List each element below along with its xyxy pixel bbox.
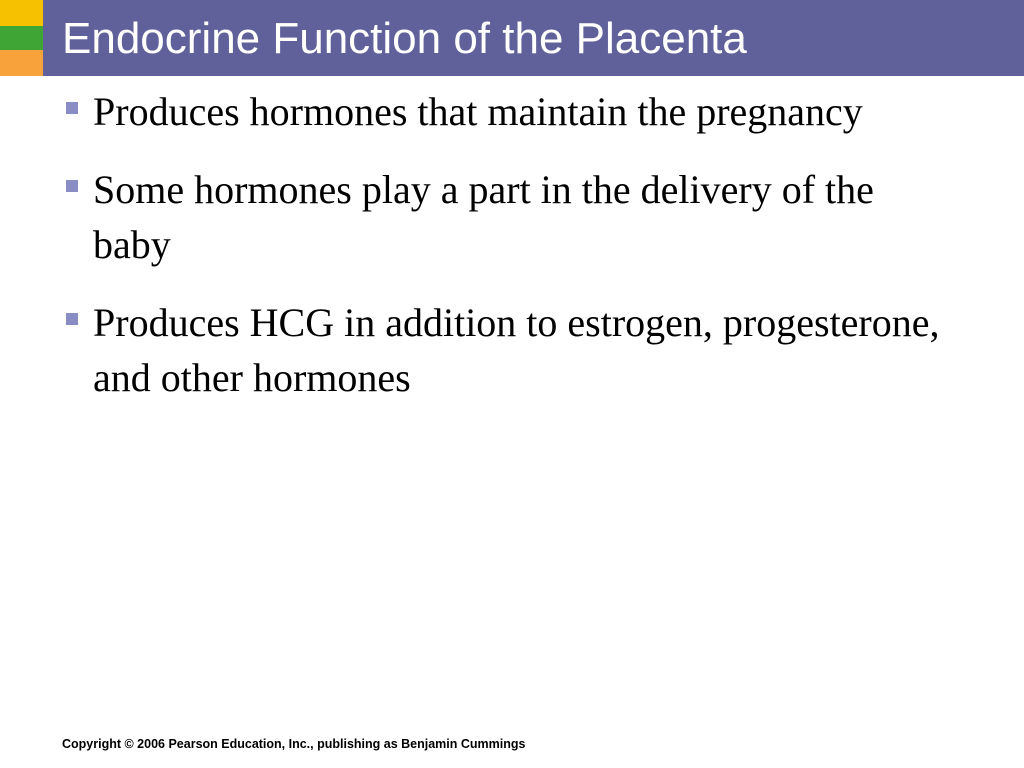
bullet-item — [64, 84, 944, 139]
copyright-footer: Copyright © 2006 Pearson Education, Inc., publishing as Benjamin Cummings — [62, 737, 526, 751]
bullet-text: Produces hormones that maintain the pregnancy — [93, 89, 863, 134]
square-bullet-icon — [66, 313, 78, 325]
accent-block-green — [0, 26, 43, 50]
square-bullet-icon — [66, 102, 78, 114]
bullet-item — [64, 295, 944, 405]
bullet-text: Produces HCG in addition to estrogen, progesterone, and other hormones — [93, 300, 940, 400]
bullet-list — [64, 84, 944, 428]
bullet-text: Some hormones play a part in the delivery of the baby — [93, 167, 874, 267]
bullet-item — [64, 162, 944, 272]
accent-block-orange — [0, 50, 43, 76]
accent-block-yellow — [0, 0, 43, 26]
slide-title: Endocrine Function of the Placenta — [62, 14, 747, 63]
square-bullet-icon — [66, 180, 78, 192]
